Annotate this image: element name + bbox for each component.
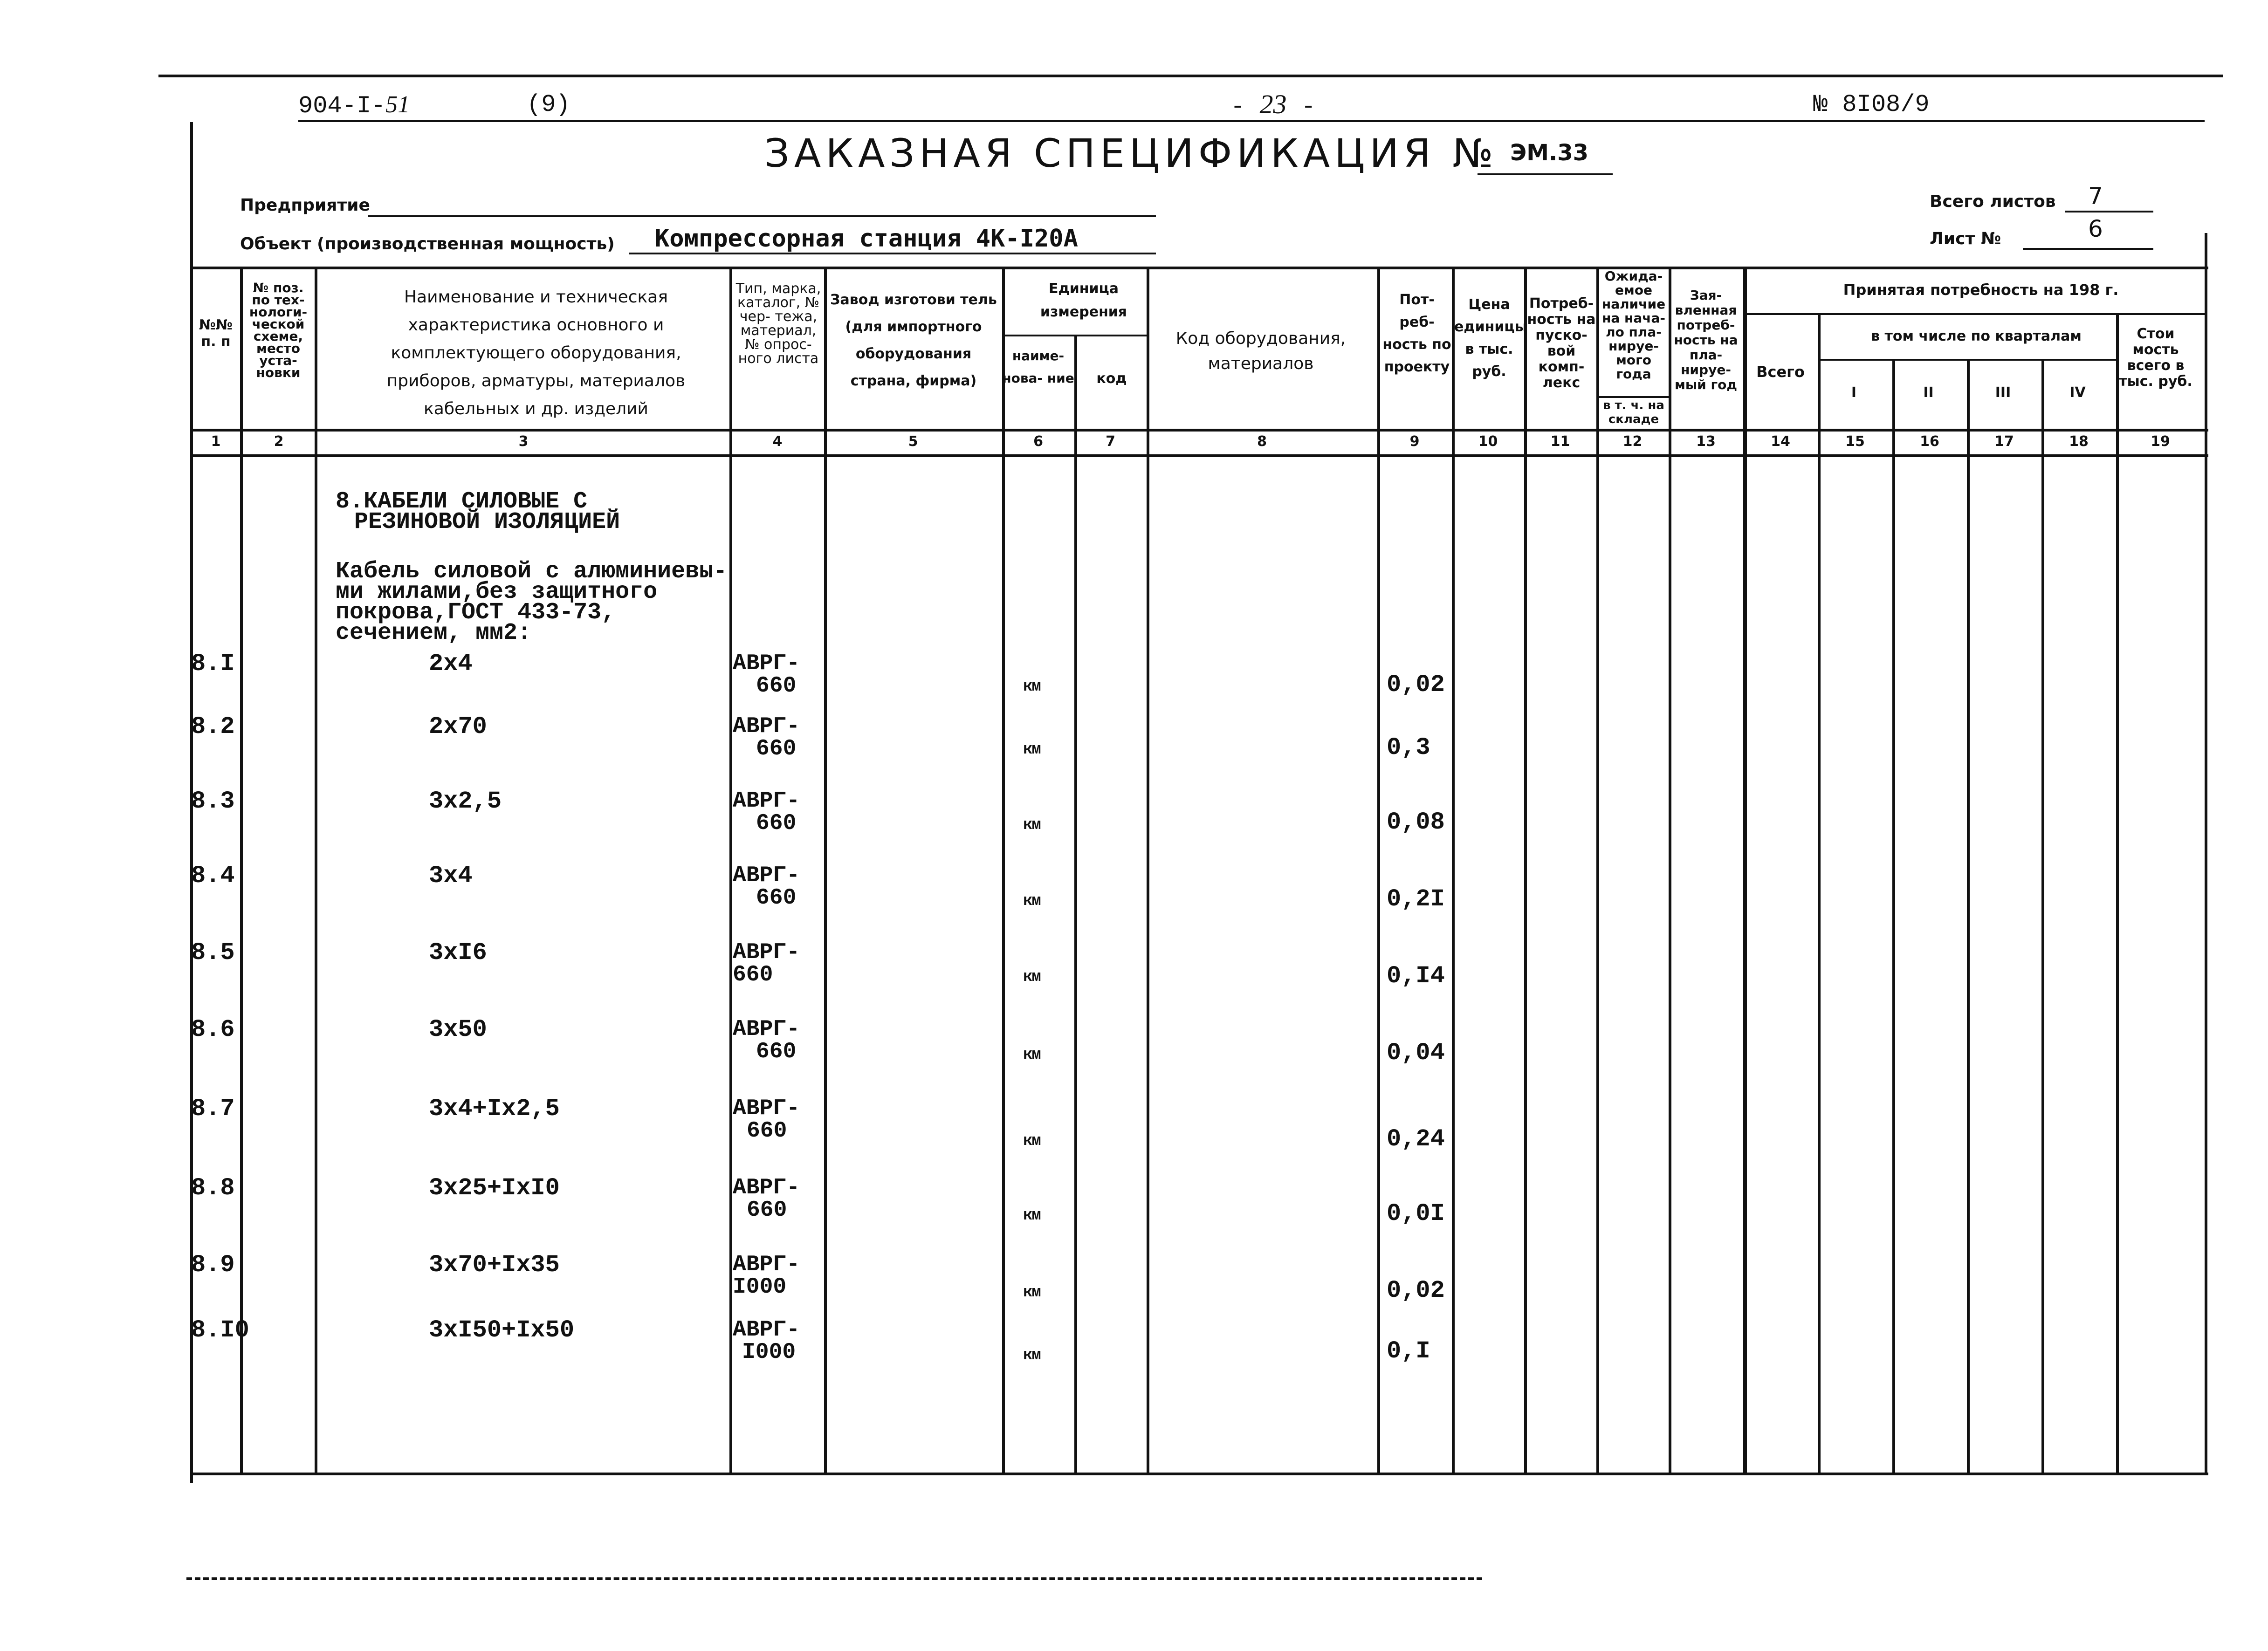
sheet-label: Лист № <box>1930 229 2001 248</box>
hdr-line-accepted-group <box>1746 313 2207 315</box>
col-number-13: 13 <box>1696 433 1716 450</box>
row-type: АВРГ- 660 <box>733 1017 800 1064</box>
col-header-q4: IV <box>2069 384 2086 401</box>
grid-col-6 <box>1074 335 1077 1473</box>
row-unit: км <box>1023 1284 1040 1302</box>
col-number-8: 8 <box>1257 433 1267 450</box>
col-number-16: 16 <box>1920 433 1939 450</box>
grid-col-17 <box>2041 359 2044 1473</box>
col-header-9: Пот- реб- ность по проекту <box>1382 292 1451 375</box>
row-name: 3х50 <box>429 1016 487 1043</box>
row-name: 3х4 <box>429 862 473 890</box>
col-header-14: Всего <box>1756 363 1805 381</box>
col-header-q3: III <box>1995 384 2011 401</box>
enterprise-field <box>368 215 1156 217</box>
spec-number-underline <box>1478 173 1613 175</box>
grid-col-4 <box>824 267 827 1473</box>
doc-code: 904-I-51 <box>298 91 410 120</box>
row-qty: 0,3 <box>1387 734 1430 761</box>
grid-col-3 <box>729 267 732 1473</box>
sheet-value: 6 <box>2088 215 2103 242</box>
grid-col-14 <box>1818 313 1821 1473</box>
grid-col-10 <box>1524 267 1527 1473</box>
row-type: АВРГ- I000 <box>733 1317 800 1365</box>
col-header-12-sub: в т. ч. на складе <box>1603 398 1664 426</box>
row-type: АВРГ- 660 <box>733 1175 800 1223</box>
row-unit: км <box>1023 1132 1040 1150</box>
grid-col-7 <box>1147 267 1149 1473</box>
col-number-4: 4 <box>772 433 783 450</box>
header-underline <box>298 120 2205 122</box>
col-number-6: 6 <box>1033 433 1043 450</box>
col-number-11: 11 <box>1550 433 1570 450</box>
grid-col-13 <box>1743 267 1747 1473</box>
col-header-3: Наименование и техническая характеристика основного и комплектующего оборудования, приборов, арматуры, материалов кабельных и др. изделий <box>386 288 686 418</box>
section-heading: 8.КАБЕЛИ СИЛОВЫЕ С РЕЗИНОВОЙ ИЗОЛЯЦИЕЙ <box>336 488 620 535</box>
col-number-14: 14 <box>1771 433 1790 450</box>
row-num: 8.8 <box>191 1174 235 1202</box>
col-header-q2: II <box>1923 384 1934 401</box>
section-description: Кабель силовой с алюминиевы- ми жилами,без защитного покрова,ГОСТ 433-73, сечением, мм2: <box>336 558 728 646</box>
row-qty: 0,I4 <box>1387 962 1445 990</box>
total-sheets-value: 7 <box>2088 183 2103 210</box>
col-number-3: 3 <box>518 433 529 450</box>
grid-col-12 <box>1669 267 1671 1473</box>
row-type: АВРГ- 660 <box>733 651 800 699</box>
col-number-2: 2 <box>274 433 284 450</box>
row-type: АВРГ- 660 <box>733 714 800 761</box>
grid-col-15 <box>1892 359 1895 1473</box>
col-header-2: № поз. по тех- нологи- ческой схеме, место уста- новки <box>249 280 308 380</box>
row-qty: 0,I <box>1387 1337 1430 1365</box>
col-number-7: 7 <box>1106 433 1115 450</box>
col-header-11: Потреб- ность на пуско- вой комп- лекс <box>1527 295 1596 391</box>
total-sheets-field <box>2065 211 2153 212</box>
row-num: 8.2 <box>191 713 235 740</box>
row-name: 2х4 <box>429 650 473 678</box>
ref-number: № 8I08/9 <box>1813 91 1930 118</box>
col-header-6-group: Единица измерения <box>1040 281 1127 320</box>
row-name: 3х25+IхI0 <box>429 1174 560 1202</box>
page-title: ЗАКАЗНАЯ СПЕЦИФИКАЦИЯ № <box>764 130 1498 176</box>
top-border <box>158 75 2223 77</box>
grid-col-16 <box>1967 359 1970 1473</box>
page-number: - 23 - <box>1230 89 1316 121</box>
grid-col-2 <box>315 267 317 1473</box>
col-header-5: Завод изготови тель (для импортного оборудования страна, фирма) <box>830 292 997 389</box>
row-num: 8.4 <box>191 862 235 890</box>
row-num: 8.5 <box>191 939 235 966</box>
row-name: 3х4+Iх2,5 <box>429 1095 560 1123</box>
col-header-8: Код оборудования, материалов <box>1175 329 1346 373</box>
row-num: 8.7 <box>191 1095 235 1123</box>
col-header-6: наиме- нова- ние <box>1002 348 1074 386</box>
row-unit: км <box>1023 741 1040 759</box>
row-num: 8.9 <box>191 1251 235 1279</box>
table-header-top <box>190 267 2208 269</box>
object-label: Объект (производственная мощность) <box>240 234 615 253</box>
grid-col-19 <box>2205 233 2207 1473</box>
col-number-9: 9 <box>1409 433 1420 450</box>
sheet-field <box>2023 248 2153 250</box>
col-header-19: Стои мость всего в тыс. руб. <box>2119 326 2192 390</box>
col-header-13: Зая- вленная потреб- ность на пла- нируе- мый год <box>1674 288 1738 392</box>
row-qty: 0,24 <box>1387 1125 1445 1153</box>
row-qty: 0,0I <box>1387 1200 1445 1227</box>
col-number-15: 15 <box>1845 433 1865 450</box>
footer-dashed-line <box>186 1577 1482 1580</box>
row-num: 8.3 <box>191 788 235 815</box>
col-number-17: 17 <box>1994 433 2014 450</box>
row-unit: км <box>1023 892 1040 910</box>
row-unit: км <box>1023 1347 1040 1364</box>
total-sheets-label: Всего листов <box>1930 192 2056 211</box>
col-number-18: 18 <box>2069 433 2089 450</box>
grid-col-1 <box>240 267 243 1473</box>
col-number-top <box>190 429 2208 432</box>
table-bottom <box>190 1473 2208 1475</box>
row-type: АВРГ- 660 <box>733 1096 800 1144</box>
col-number-12: 12 <box>1622 433 1643 450</box>
col-number-bottom <box>190 454 2208 457</box>
grid-col-5 <box>1002 267 1005 1473</box>
grid-col-9 <box>1452 267 1455 1473</box>
doc-variant: (9) <box>527 91 570 118</box>
row-qty: 0,08 <box>1387 808 1445 836</box>
row-type: АВРГ- 660 <box>733 788 800 836</box>
row-qty: 0,02 <box>1387 1277 1445 1304</box>
row-name: 3х70+Iх35 <box>429 1251 560 1279</box>
col-number-19: 19 <box>2151 433 2170 450</box>
col-header-q1: I <box>1851 384 1857 401</box>
col-number-1: 1 <box>211 433 221 450</box>
row-type: АВРГ- I000 <box>733 1252 800 1300</box>
spec-number: ЭМ.33 <box>1510 140 1589 166</box>
col-number-10: 10 <box>1478 433 1498 450</box>
row-qty: 0,2I <box>1387 885 1445 913</box>
col-header-1: №№ п. п <box>199 317 233 350</box>
object-value: Компрессорная станция 4К-I20А <box>655 225 1078 253</box>
col-header-4: Тип, марка, каталог, № чер- тежа, материал, № опрос- ного листа <box>735 281 821 367</box>
row-num: 8.I0 <box>191 1316 249 1344</box>
row-unit: км <box>1023 816 1040 834</box>
quarters-group-header: в том числе по кварталам <box>1871 328 2082 344</box>
row-qty: 0,02 <box>1387 671 1445 699</box>
grid-col-18 <box>2116 313 2119 1473</box>
grid-col-11 <box>1596 267 1599 1473</box>
row-unit: км <box>1023 1046 1040 1064</box>
object-field <box>629 253 1156 254</box>
col-number-5: 5 <box>908 433 918 450</box>
row-unit: км <box>1023 1207 1040 1225</box>
row-name: 2х70 <box>429 713 487 740</box>
row-type: АВРГ- 660 <box>733 940 800 987</box>
row-type: АВРГ- 660 <box>733 863 800 911</box>
row-unit: км <box>1023 968 1040 986</box>
hdr-line-stock <box>1599 396 1669 398</box>
row-num: 8.I <box>191 650 235 678</box>
enterprise-label: Предприятие <box>240 196 370 215</box>
row-name: 3хI6 <box>429 939 487 966</box>
row-name: 3хI50+Iх50 <box>429 1316 575 1344</box>
row-qty: 0,04 <box>1387 1039 1445 1067</box>
accepted-group-header: Принятая потребность на 198 г. <box>1843 281 2119 299</box>
row-unit: км <box>1023 678 1040 696</box>
col-header-12: Ожида- емое наличие на нача- ло пла- нируе- мого года <box>1601 268 1666 382</box>
col-header-10: Цена единицы в тыс. руб. <box>1454 296 1527 380</box>
row-num: 8.6 <box>191 1016 235 1043</box>
col-header-7: код <box>1096 370 1127 387</box>
row-name: 3х2,5 <box>429 788 502 815</box>
grid-col-8 <box>1377 267 1380 1473</box>
